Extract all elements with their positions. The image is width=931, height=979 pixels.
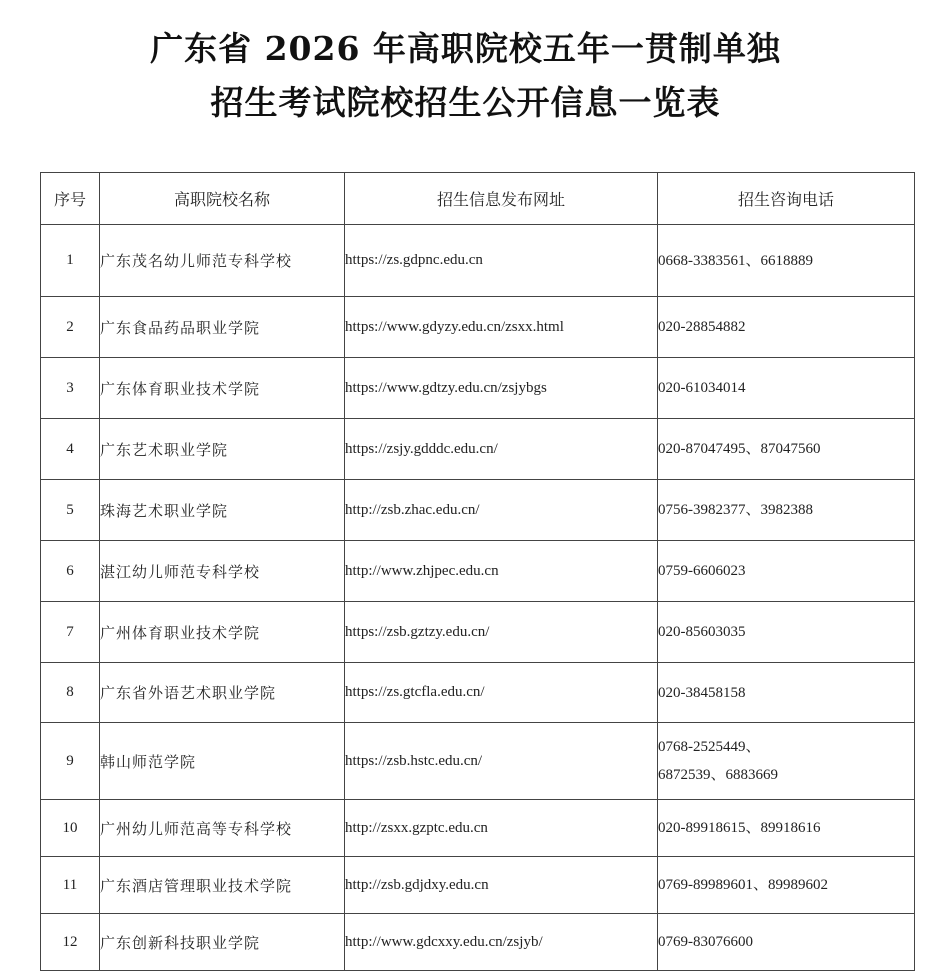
admission-url[interactable]: https://zsb.gztzy.edu.cn/ — [345, 602, 658, 663]
table-row — [41, 480, 915, 541]
consultation-phone — [658, 857, 915, 914]
consultation-phone — [658, 602, 915, 663]
title-line-2: 招生考试院校招生公开信息一览表 — [210, 83, 721, 122]
row-index: 8 — [41, 663, 100, 723]
consultation-phone — [658, 800, 915, 857]
phone-line: 020-87047495、87047560 — [658, 441, 821, 457]
table-row — [41, 358, 915, 419]
table-header-row — [41, 173, 915, 225]
table-body — [41, 225, 915, 971]
consultation-phone — [658, 358, 915, 419]
phone-line: 020-85603035 — [658, 624, 746, 640]
school-name: 广州体育职业技术学院 — [100, 602, 345, 663]
admission-url[interactable]: https://zsjy.gdddc.edu.cn/ — [345, 419, 658, 480]
row-index: 9 — [41, 723, 100, 800]
phone-line: 0769-83076600 — [658, 934, 753, 950]
phone-line: 020-28854882 — [658, 319, 746, 335]
table-row — [41, 419, 915, 480]
phone-line: 0759-6606023 — [658, 563, 746, 579]
admission-url[interactable]: https://zs.gdpnc.edu.cn — [345, 225, 658, 297]
phone-line: 020-89918615、89918616 — [658, 820, 821, 836]
row-index: 5 — [41, 480, 100, 541]
phone-line: 020-61034014 — [658, 380, 746, 396]
table-row — [41, 800, 915, 857]
header-phone: 招生咨询电话 — [658, 173, 915, 225]
consultation-phone — [658, 419, 915, 480]
school-name: 广东茂名幼儿师范专科学校 — [100, 225, 345, 297]
row-index: 11 — [41, 857, 100, 914]
row-index: 1 — [41, 225, 100, 297]
consultation-phone — [658, 225, 915, 297]
table-row — [41, 914, 915, 971]
title-line-1: 广东省 2026 年高职院校五年一贯制单独 — [150, 29, 781, 68]
phone-line: 0668-3383561、6618889 — [658, 252, 813, 269]
admission-url[interactable]: https://www.gdtzy.edu.cn/zsjybgs — [345, 358, 658, 419]
admission-url[interactable]: https://www.gdyzy.edu.cn/zsxx.html — [345, 297, 658, 358]
school-info-table — [40, 172, 915, 971]
phone-line: 6872539、6883669 — [658, 767, 779, 783]
school-name: 韩山师范学院 — [100, 723, 345, 800]
table-row — [41, 225, 915, 297]
school-name: 广东创新科技职业学院 — [100, 914, 345, 971]
school-name: 湛江幼儿师范专科学校 — [100, 541, 345, 602]
consultation-phone — [658, 541, 915, 602]
consultation-phone — [658, 914, 915, 971]
consultation-phone — [658, 663, 915, 723]
admission-url[interactable]: http://zsb.gdjdxy.edu.cn — [345, 857, 658, 914]
table-row — [41, 857, 915, 914]
school-name: 广东食品药品职业学院 — [100, 297, 345, 358]
admission-url[interactable]: http://zsb.zhac.edu.cn/ — [345, 480, 658, 541]
table-row — [41, 541, 915, 602]
header-index: 序号 — [41, 173, 100, 225]
school-name: 广东省外语艺术职业学院 — [100, 663, 345, 723]
table-row — [41, 663, 915, 723]
admission-url[interactable]: https://zs.gtcfla.edu.cn/ — [345, 663, 658, 723]
table-row — [41, 602, 915, 663]
row-index: 12 — [41, 914, 100, 971]
admission-url[interactable]: https://zsb.hstc.edu.cn/ — [345, 723, 658, 800]
admission-url[interactable]: http://www.gdcxxy.edu.cn/zsjyb/ — [345, 914, 658, 971]
consultation-phone — [658, 297, 915, 358]
row-index: 7 — [41, 602, 100, 663]
phone-line: 0768-2525449、 — [658, 739, 761, 755]
school-name: 广州幼儿师范高等专科学校 — [100, 800, 345, 857]
header-school: 高职院校名称 — [100, 173, 345, 225]
school-name: 广东酒店管理职业技术学院 — [100, 857, 345, 914]
table-row — [41, 297, 915, 358]
header-url: 招生信息发布网址 — [345, 173, 658, 225]
table-row — [41, 723, 915, 800]
school-name: 珠海艺术职业学院 — [100, 480, 345, 541]
admission-url[interactable]: http://www.zhjpec.edu.cn — [345, 541, 658, 602]
row-index: 10 — [41, 800, 100, 857]
row-index: 2 — [41, 297, 100, 358]
phone-line: 0769-89989601、89989602 — [658, 877, 828, 893]
row-index: 4 — [41, 419, 100, 480]
admission-url[interactable]: http://zsxx.gzptc.edu.cn — [345, 800, 658, 857]
row-index: 3 — [41, 358, 100, 419]
phone-line: 020-38458158 — [658, 684, 746, 701]
consultation-phone — [658, 480, 915, 541]
school-name: 广东艺术职业学院 — [100, 419, 345, 480]
school-name: 广东体育职业技术学院 — [100, 358, 345, 419]
row-index: 6 — [41, 541, 100, 602]
consultation-phone — [658, 723, 915, 800]
phone-line: 0756-3982377、3982388 — [658, 502, 813, 518]
document-title — [0, 22, 931, 130]
